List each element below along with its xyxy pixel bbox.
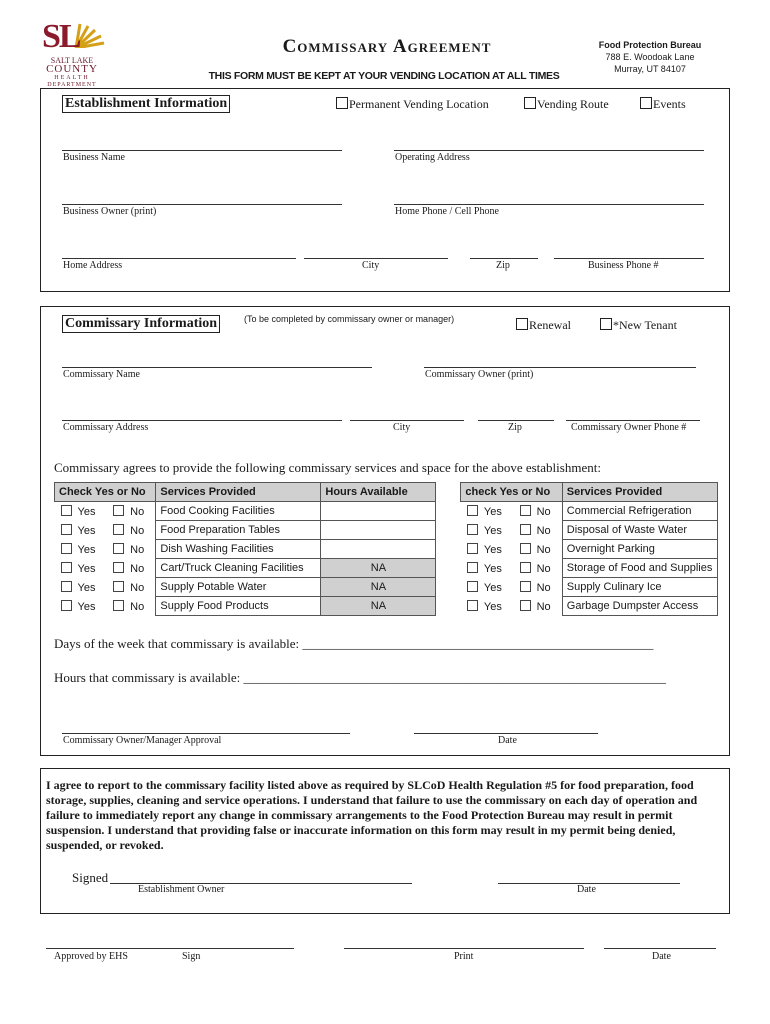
service-left: Food Preparation Tables	[156, 521, 321, 540]
home-address-field[interactable]	[62, 258, 296, 259]
no-checkbox-right[interactable]	[514, 502, 563, 521]
agreement-text: I agree to report to the commissary facility listed above as required by SLCoD Health Regulation #5 for food preparation, food storage, supplies, cleaning and service operations. I understand that failure to use the commissary on each day of operation and failure to immediately report any change in commissary arrangements to the Food Protection Bureau may result in permit suspension. I understand that providing false or inaccurate information on this form may result in my permit being denied, suspended, or revoked.	[46, 778, 698, 852]
business-phone-field[interactable]	[554, 258, 704, 259]
checkbox-icon[interactable]	[520, 581, 531, 592]
bureau-street: 788 E. Woodoak Lane	[605, 52, 695, 62]
yes-checkbox-right[interactable]	[461, 502, 514, 521]
service-right: Supply Culinary Ice	[562, 578, 717, 597]
yes-label: Yes	[77, 505, 96, 518]
no-label: No	[130, 543, 145, 556]
ehs-date-field[interactable]	[604, 948, 716, 949]
service-right: Garbage Dumpster Access	[562, 597, 717, 616]
table-header-row	[55, 483, 718, 502]
no-checkbox-right[interactable]	[514, 540, 563, 559]
yes-checkbox-left[interactable]	[55, 502, 108, 521]
checkbox-icon[interactable]	[113, 600, 124, 611]
commissary-name-label: Commissary Name	[63, 369, 140, 380]
checkbox-icon[interactable]	[520, 562, 531, 573]
commissary-city-label: City	[393, 422, 411, 433]
logo-line3: HEALTH	[54, 75, 90, 81]
commissary-owner-label: Commissary Owner (print)	[425, 369, 534, 380]
service-right: Storage of Food and Supplies	[562, 559, 717, 578]
checkbox-icon[interactable]	[516, 318, 528, 330]
hours-cell[interactable]: NA	[321, 597, 436, 616]
hours-cell[interactable]	[321, 521, 436, 540]
vending-route-option[interactable]	[524, 97, 609, 112]
yes-label: Yes	[77, 581, 96, 594]
yes-label: Yes	[483, 581, 502, 594]
service-right: Overnight Parking	[562, 540, 717, 559]
checkbox-icon[interactable]	[467, 581, 478, 592]
table-row	[55, 540, 718, 559]
yes-checkbox-left[interactable]	[55, 521, 108, 540]
checkbox-icon[interactable]	[61, 505, 72, 516]
checkbox-icon[interactable]	[467, 562, 478, 573]
city-label: City	[362, 260, 380, 271]
option-label: Permanent Vending Location	[349, 97, 489, 111]
yes-checkbox-left[interactable]	[55, 597, 108, 616]
service-left: Supply Potable Water	[156, 578, 321, 597]
yes-label: Yes	[483, 600, 502, 613]
yes-checkbox-right[interactable]	[461, 597, 514, 616]
hours-cell[interactable]: NA	[321, 578, 436, 597]
commissary-note: (To be completed by commissary owner or manager)	[244, 314, 455, 324]
checkbox-icon[interactable]	[467, 505, 478, 516]
commissary-address-label: Commissary Address	[63, 422, 149, 433]
approval-date-field[interactable]	[414, 733, 598, 734]
yes-label: Yes	[483, 524, 502, 537]
home-phone-field[interactable]	[394, 204, 704, 205]
no-checkbox-left[interactable]	[107, 559, 156, 578]
zip-field[interactable]	[470, 258, 538, 259]
no-checkbox-left[interactable]	[107, 578, 156, 597]
owner-signature-label: Establishment Owner	[138, 884, 225, 895]
no-label: No	[130, 581, 145, 594]
logo-line2: COUNTY	[46, 63, 98, 75]
permanent-location-option[interactable]	[336, 97, 489, 112]
hours-cell[interactable]: NA	[321, 559, 436, 578]
hours-cell[interactable]	[321, 502, 436, 521]
yes-label: Yes	[77, 543, 96, 556]
option-label: Vending Route	[537, 97, 609, 111]
check-header-left: Check Yes or No	[55, 483, 156, 502]
commissary-address-field[interactable]	[62, 420, 342, 421]
yes-label: Yes	[77, 524, 96, 537]
service-left: Food Cooking Facilities	[156, 502, 321, 521]
business-name-label: Business Name	[63, 152, 125, 163]
table-row	[55, 578, 718, 597]
no-label: No	[536, 562, 551, 575]
no-checkbox-left[interactable]	[107, 540, 156, 559]
option-label: Events	[653, 97, 686, 111]
yes-label: Yes	[77, 600, 96, 613]
service-left: Dish Washing Facilities	[156, 540, 321, 559]
establishment-heading: Establishment Information	[62, 95, 230, 113]
commissary-zip-field[interactable]	[478, 420, 554, 421]
no-checkbox-left[interactable]	[107, 521, 156, 540]
service-right: Commercial Refrigeration	[562, 502, 717, 521]
no-checkbox-right[interactable]	[514, 597, 563, 616]
services-header-right: Services Provided	[562, 483, 717, 502]
yes-checkbox-left[interactable]	[55, 578, 108, 597]
option-label: *New Tenant	[613, 318, 677, 332]
no-label: No	[536, 600, 551, 613]
checkbox-icon[interactable]	[467, 543, 478, 554]
checkbox-icon[interactable]	[524, 97, 536, 109]
ehs-print-label: Print	[454, 951, 474, 962]
business-owner-label: Business Owner (print)	[63, 206, 157, 217]
checkbox-icon[interactable]	[600, 318, 612, 330]
business-owner-field[interactable]	[62, 204, 342, 205]
logo-initials: SL	[42, 18, 80, 55]
no-label: No	[536, 524, 551, 537]
checkbox-icon[interactable]	[467, 600, 478, 611]
no-checkbox-right[interactable]	[514, 521, 563, 540]
checkbox-icon[interactable]	[520, 543, 531, 554]
checkbox-icon[interactable]	[467, 524, 478, 535]
ehs-print-field[interactable]	[344, 948, 584, 949]
checkbox-icon[interactable]	[113, 524, 124, 535]
page-subtitle: THIS FORM MUST BE KEPT AT YOUR VENDING LOCATION AT ALL TIMES	[208, 70, 560, 82]
no-label: No	[536, 543, 551, 556]
ehs-date-label: Date	[652, 951, 671, 962]
commissary-name-field[interactable]	[62, 367, 372, 368]
operating-address-field[interactable]	[394, 150, 704, 151]
yes-label: Yes	[483, 562, 502, 575]
yes-checkbox-right[interactable]	[461, 521, 514, 540]
checkbox-icon[interactable]	[520, 524, 531, 535]
commissary-zip-label: Zip	[508, 422, 522, 433]
yes-checkbox-left[interactable]	[55, 559, 108, 578]
services-header-left: Services Provided	[156, 483, 321, 502]
checkbox-icon[interactable]	[61, 562, 72, 573]
page-title: Commissary Agreement	[282, 36, 492, 57]
ehs-sign-label: Sign	[182, 951, 201, 962]
logo-line1: SALT LAKE	[50, 56, 94, 65]
home-phone-label: Home Phone / Cell Phone	[395, 206, 499, 217]
table-row	[55, 597, 718, 616]
no-label: No	[130, 505, 145, 518]
owner-date-label: Date	[577, 884, 596, 895]
checkbox-icon[interactable]	[61, 600, 72, 611]
table-row	[55, 521, 718, 540]
no-checkbox-left[interactable]	[107, 597, 156, 616]
business-name-field[interactable]	[62, 150, 342, 151]
manager-approval-label: Commissary Owner/Manager Approval	[63, 735, 222, 746]
bureau-city: Murray, UT 84107	[614, 64, 686, 74]
commissary-heading: Commissary Information	[62, 315, 220, 333]
service-left: Cart/Truck Cleaning Facilities	[156, 559, 321, 578]
county-logo	[40, 18, 106, 88]
logo-line4: DEPARTMENT	[47, 82, 97, 88]
ehs-sign-field[interactable]	[46, 948, 294, 949]
checkbox-icon[interactable]	[113, 505, 124, 516]
commissary-city-field[interactable]	[350, 420, 464, 421]
checkbox-icon[interactable]	[113, 581, 124, 592]
hours-cell[interactable]	[321, 540, 436, 559]
manager-approval-field[interactable]	[62, 733, 350, 734]
table-row	[55, 559, 718, 578]
checkbox-icon[interactable]	[61, 581, 72, 592]
signed-label: Signed	[72, 870, 109, 885]
commissary-phone-field[interactable]	[566, 420, 700, 421]
checkbox-icon[interactable]	[520, 505, 531, 516]
table-row	[55, 502, 718, 521]
service-left: Supply Food Products	[156, 597, 321, 616]
checkbox-icon[interactable]	[520, 600, 531, 611]
zip-label: Zip	[496, 260, 510, 271]
yes-checkbox-right[interactable]	[461, 578, 514, 597]
hours-header: Hours Available	[321, 483, 436, 502]
option-label: Renewal	[529, 318, 571, 332]
approved-by-label: Approved by EHS	[54, 951, 128, 962]
no-checkbox-left[interactable]	[107, 502, 156, 521]
no-label: No	[130, 600, 145, 613]
no-label: No	[536, 505, 551, 518]
yes-checkbox-right[interactable]	[461, 540, 514, 559]
commissary-phone-label: Commissary Owner Phone #	[571, 422, 687, 433]
hours-available-line[interactable]: Hours that commissary is available: _________________________________________________________________	[54, 670, 667, 685]
no-label: No	[130, 562, 145, 575]
city-field[interactable]	[304, 258, 448, 259]
no-checkbox-right[interactable]	[514, 578, 563, 597]
approval-date-label: Date	[498, 735, 517, 746]
renewal-option[interactable]	[516, 318, 571, 333]
yes-label: Yes	[483, 543, 502, 556]
yes-checkbox-left[interactable]	[55, 540, 108, 559]
service-right: Disposal of Waste Water	[562, 521, 717, 540]
checkbox-icon[interactable]	[61, 524, 72, 535]
checkbox-icon[interactable]	[113, 562, 124, 573]
checkbox-icon[interactable]	[113, 543, 124, 554]
new-tenant-option[interactable]	[600, 318, 677, 333]
days-available-line[interactable]: Days of the week that commissary is available: ______________________________________________________	[54, 636, 654, 651]
checkbox-icon[interactable]	[336, 97, 348, 109]
home-address-label: Home Address	[63, 260, 123, 271]
commissary-owner-field[interactable]	[424, 367, 696, 368]
check-header-right: check Yes or No	[461, 483, 562, 502]
no-checkbox-right[interactable]	[514, 559, 563, 578]
checkbox-icon[interactable]	[61, 543, 72, 554]
bureau-name: Food Protection Bureau	[598, 40, 702, 50]
services-table	[54, 482, 718, 616]
yes-label: Yes	[483, 505, 502, 518]
no-label: No	[130, 524, 145, 537]
events-option[interactable]	[640, 97, 686, 112]
yes-label: Yes	[77, 562, 96, 575]
checkbox-icon[interactable]	[640, 97, 652, 109]
no-label: No	[536, 581, 551, 594]
yes-checkbox-right[interactable]	[461, 559, 514, 578]
commissary-agrees-text: Commissary agrees to provide the following commissary services and space for the above establishment:	[54, 460, 601, 475]
business-phone-label: Business Phone #	[588, 260, 659, 271]
operating-address-label: Operating Address	[395, 152, 470, 163]
